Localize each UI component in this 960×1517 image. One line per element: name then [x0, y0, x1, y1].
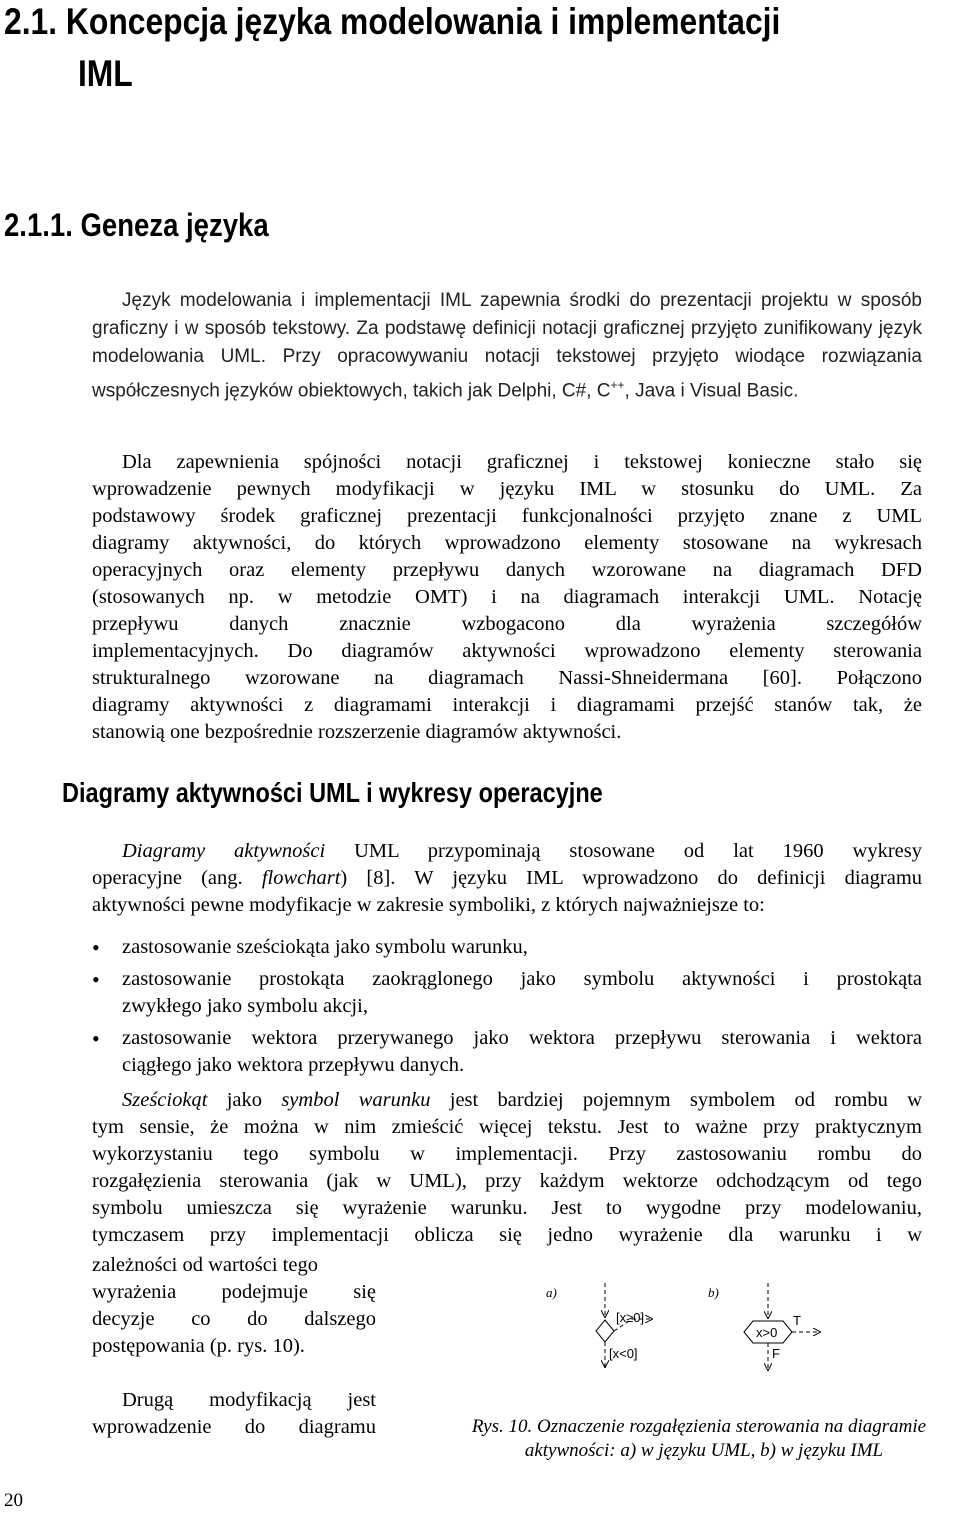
p5-line: wprowadzenie do diagramu [92, 1416, 376, 1438]
bullet-icon: • [92, 967, 100, 992]
p4-text: jako [207, 1089, 282, 1111]
paragraph-5 [92, 1387, 376, 1441]
p4-italic-term: symbol warunku [281, 1089, 431, 1111]
branch-false-label: F [772, 1346, 780, 1361]
intro-tail: , Java i Visual Basic. [624, 380, 799, 402]
p2-line: podstawowy środek graficznej prezentacji funkcjonalności przyjęto znane z UML [92, 505, 922, 527]
p2-line: implementacyjnych. Do diagramów aktywności wprowadzono elementy sterowania [92, 640, 922, 662]
p2-line: diagramy aktywności, do których wprowadzono elementy stosowane na wykresach [92, 532, 922, 554]
figure-label-a: a) [546, 1285, 557, 1300]
p3-line-2 [92, 865, 922, 892]
p4-italic-term: Sześciokąt [122, 1089, 208, 1111]
p4-line: tymczasem przy implementacji oblicza się jedno wyrażenie dla warunku i w [92, 1224, 922, 1246]
bullet-text: zwykłego jako symbolu akcji, [122, 995, 368, 1017]
chapter-heading [4, 0, 780, 100]
p5-line: Drugą modyfikacją jest [122, 1389, 376, 1411]
guard-false-label: [x<0] [609, 1346, 638, 1361]
bullet-list [0, 934, 960, 1079]
list-item [0, 1025, 960, 1079]
p4-line: tym sensie, że można w nim zmieścić więcej tekstu. Jest to ważne przy praktycznym [92, 1116, 922, 1138]
p3-line-1 [92, 838, 922, 865]
p2-line: stanowią one bezpośrednie rozszerzenie diagramów aktywności. [92, 721, 622, 743]
paragraph-3 [92, 838, 922, 919]
intro-paragraph [92, 287, 922, 405]
intro-superscript: ++ [610, 378, 625, 392]
figure-label-b: b) [708, 1285, 719, 1300]
list-item [0, 966, 960, 1020]
p2-line: diagramy aktywności z diagramami interakcji i diagramami przejść stanów tak, że [92, 694, 922, 716]
paragraph-2 [92, 449, 922, 746]
p4-line: wykorzystaniu tego symbolu w implementacji. Przy zastosowaniu rombu do [92, 1143, 922, 1165]
page-number: 20 [4, 1490, 23, 1511]
p4-narrow-line: zależności od wartości tego [92, 1254, 318, 1276]
p3-text: UML przypominają stosowane od lat 1960 wykresy [325, 840, 922, 862]
bullet-text: zastosowanie prostokąta zaokrąglonego jako symbolu aktywności i prostokąta [122, 968, 922, 990]
paragraph-4 [92, 1087, 922, 1249]
p4-narrow-line: wyrażenia podejmuje się [92, 1281, 376, 1303]
p3-italic-term: flowchart [261, 867, 341, 889]
p3-text: ) [8]. W języku IML wprowadzono do definicji diagramu [340, 867, 923, 889]
p3-italic-term: Diagramy aktywności [122, 840, 326, 862]
paragraph-4-narrow [92, 1252, 376, 1360]
section-heading: 2.1.1. Geneza języka [4, 207, 269, 243]
chapter-heading-line1: 2.1. Koncepcja języka modelowania i implementacji [4, 1, 781, 42]
list-item [0, 934, 960, 961]
p2-line: Dla zapewnienia spójności notacji graficznej i tekstowej konieczne stało się [122, 451, 922, 473]
figure-10 [520, 1275, 840, 1385]
bullet-icon: • [92, 935, 100, 960]
p4-line-1 [92, 1087, 922, 1114]
bullet-icon: • [92, 1026, 100, 1051]
subsection-heading: Diagramy aktywności UML i wykresy operacyjne [62, 777, 603, 808]
bullet-text: zastosowanie sześciokąta jako symbolu warunku, [122, 936, 528, 958]
caption-line-2: aktywności: a) w języku UML, b) w języku IML [524, 1440, 884, 1461]
p4-narrow-line: decyzje co do dalszego [92, 1308, 376, 1330]
p4-narrow-line: postępowania (p. rys. 10). [92, 1335, 305, 1357]
chapter-heading-line2: IML [77, 53, 133, 94]
p3-text: operacyjne (ang. [92, 867, 262, 889]
caption-line-1: Rys. 10. Oznaczenie rozgałęzienia sterowania na diagramie [471, 1416, 927, 1437]
branch-true-label: T [793, 1313, 801, 1328]
p4-line: symbolu umieszcza się wyrażenie warunku. Jest to wygodne przy modelowaniu, [92, 1197, 922, 1219]
p3-line-3: aktywności pewne modyfikacje w zakresie symboliki, z których najważniejsze to: [92, 894, 765, 916]
condition-label: x>0 [756, 1325, 778, 1340]
p4-line: rozgałęzienia sterowania (jak w UML), przy każdym wektorze odchodzącym od tego [92, 1170, 922, 1192]
p2-line: wprowadzenie pewnych modyfikacji w języku IML w stosunku do UML. Za [92, 478, 922, 500]
p4-text: jest bardziej pojemnym symbolem od rombu w [430, 1089, 922, 1111]
p2-line: przepływu danych znacznie wzbogacono dla wyrażenia szczegółów [92, 613, 922, 635]
figure-caption [438, 1415, 960, 1463]
p2-line: operacyjnych oraz elementy przepływu danych wzorowane na diagramach DFD [92, 559, 922, 581]
bullet-text: ciągłego jako wektora przepływu danych. [122, 1054, 465, 1076]
decision-diagram [520, 1275, 840, 1385]
bullet-text: zastosowanie wektora przerywanego jako wektora przepływu sterowania i wektora [122, 1027, 922, 1049]
intro-text: Język modelowania i implementacji IML zapewnia środki do prezentacji projektu w sposób graficzny i w sposób tekstowy. Za podstawę definicji notacji graficznej przyjęto zunifikowany język modelowania UML. Przy opracowywaniu notacji tekstowej przyjęto wiodące rozwiązania współczesnych języków obiektowych, takich jak Delphi, C#, C [92, 290, 922, 402]
p2-line: strukturalnego wzorowane na diagramach Nassi-Shneidermana [60]. Połączono [92, 667, 922, 689]
guard-true-label: [x≥0] [616, 1310, 645, 1325]
p2-line: (stosowanych np. w metodzie OMT) i na diagramach interakcji UML. Notację [92, 586, 922, 608]
